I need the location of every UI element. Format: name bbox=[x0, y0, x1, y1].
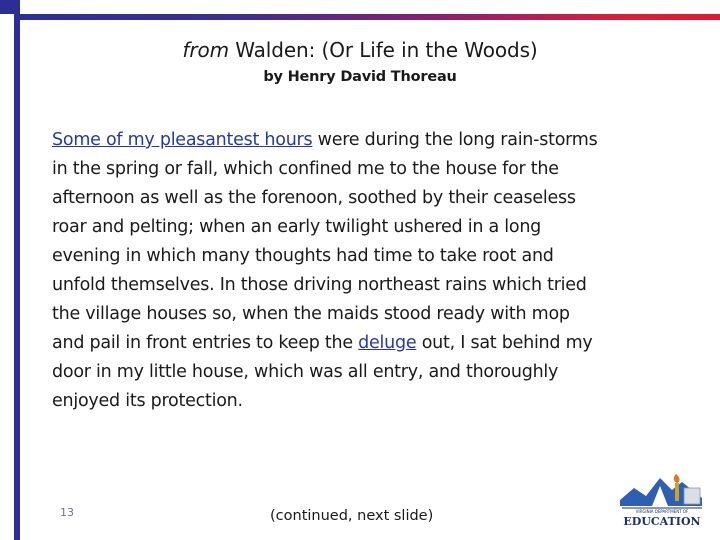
title-main: Walden: (Or Life in the Woods) bbox=[235, 38, 538, 62]
frame-horizontal-bar bbox=[20, 14, 720, 20]
logo-flame bbox=[674, 474, 680, 483]
passage-line: roar and pelting; when an early twilight ushered in a long bbox=[52, 217, 542, 237]
passage-line: evening in which many thoughts had time to take root and bbox=[52, 246, 554, 266]
passage-line: in the spring or fall, which confined me to the house for the bbox=[52, 159, 559, 179]
vdoe-logo bbox=[612, 466, 712, 528]
author-byline: by Henry David Thoreau bbox=[263, 69, 457, 85]
deluge-link[interactable]: deluge bbox=[358, 333, 417, 353]
passage-line: afternoon as well as the forenoon, soothed by their ceaseless bbox=[52, 188, 576, 208]
passage-text: were during the long rain-storms bbox=[312, 130, 598, 150]
logo-building bbox=[684, 488, 700, 504]
passage-line bbox=[52, 126, 702, 155]
passage-line: unfold themselves. In those driving northeast rains which tried bbox=[52, 275, 587, 295]
passage-text: and pail in front entries to keep the bbox=[52, 333, 359, 353]
frame-corner-square bbox=[0, 0, 14, 14]
logo-torch bbox=[675, 483, 679, 501]
passage bbox=[52, 126, 702, 416]
logo-line2: EDUCATION bbox=[623, 515, 701, 528]
title-italic: from bbox=[182, 38, 229, 62]
passage-text: out, I sat behind my bbox=[416, 333, 593, 353]
passage-line: enjoyed its protection. bbox=[52, 391, 243, 411]
passage-line: door in my little house, which was all entry, and thoroughly bbox=[52, 362, 559, 382]
passage-line bbox=[52, 329, 702, 358]
slide-title bbox=[0, 37, 720, 63]
passage-line: the village houses so, when the maids stood ready with mop bbox=[52, 304, 570, 324]
logo-line1: VIRGINIA DEPARTMENT OF bbox=[635, 509, 689, 514]
continued-note: (continued, next slide) bbox=[270, 508, 434, 524]
page-number: 13 bbox=[60, 506, 74, 519]
pleasantest-hours-link[interactable]: Some of my pleasantest hours bbox=[52, 130, 313, 150]
